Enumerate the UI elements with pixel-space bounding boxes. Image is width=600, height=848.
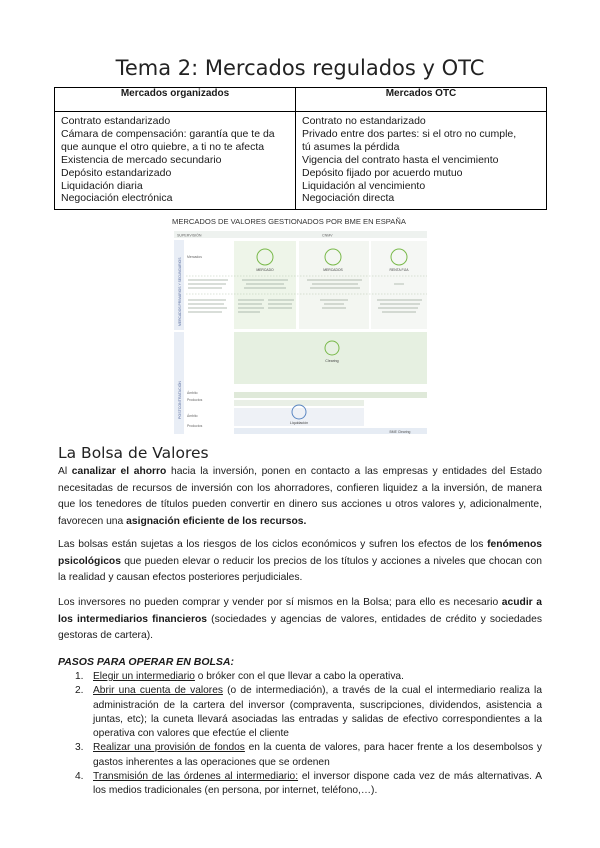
section-heading: La Bolsa de Valores — [58, 444, 209, 462]
feature-line: Liquidación diaria — [61, 179, 143, 192]
market-column-3 — [371, 241, 427, 329]
side-label-top: MERCADOS PRIMARIOS Y SECUNDARIOS — [178, 257, 182, 326]
steps-heading: PASOS PARA OPERAR EN BOLSA: — [58, 656, 234, 668]
bottom-right-label: BME Clearing — [389, 430, 411, 434]
feature-line: Vigencia del contrato hasta el vencimiento — [302, 153, 499, 166]
comparison-table — [54, 87, 547, 210]
text-run: (o de intermediación), a través de la cual el intermediario realiza la administración de la cartera del inversor (compraventa, suscripciones, dividendos, asistencia a juntas, etc); la cuneta llevará asociadas las entradas y salidas de efectivo correspondientes a la operativa con valores que efectúe el cliente — [93, 685, 542, 740]
feature-line: Negociación directa — [302, 192, 395, 205]
col-label-1: MERCADO — [256, 268, 274, 272]
paragraph-ahorro — [58, 464, 542, 530]
feature-line: Contrato estandarizado — [61, 115, 171, 127]
row-label-products: Productos — [187, 398, 203, 402]
feature-line: que aunque el otro quiebre, a ti no te afecta — [61, 140, 265, 153]
organized-features — [55, 112, 296, 210]
list-number: 2. — [75, 685, 84, 697]
text-run: que pueden elevar o reducir los precios de los títulos y acciones a niveles que chocan con la realidad y causan efectos posteriores perjudiciales. — [58, 555, 542, 583]
feature-line: Privado entre dos partes: si el otro no cumple, — [302, 127, 517, 140]
header-left-label: SUPERVISIÓN — [177, 233, 202, 238]
feature-line: Existencia de mercado secundario — [61, 153, 222, 166]
scope-bar — [234, 392, 427, 398]
feature-line: tú asumes la pérdida — [302, 140, 400, 153]
feature-line: Depósito estandarizado — [61, 166, 172, 179]
steps-list — [71, 670, 542, 799]
bold-run: canalizar el ahorro — [71, 466, 167, 477]
bme-markets-diagram — [172, 214, 429, 436]
text-run: Los inversores no pueden comprar y vender por sí mismos en la Bolsa; para ello es necesario — [58, 597, 502, 608]
list-item — [71, 741, 542, 770]
list-item — [71, 670, 542, 684]
table-header-row — [55, 88, 547, 112]
feature-line: Cámara de compensación: garantía que te da — [61, 127, 275, 140]
feature-line: Negociación electrónica — [61, 192, 173, 205]
otc-features — [296, 112, 547, 210]
clearing-label: Clearing — [325, 359, 339, 363]
row-label-products-2: Productos — [187, 424, 203, 428]
market-column-2 — [299, 241, 369, 329]
table-row — [55, 112, 547, 210]
row-label-markets: Mercados — [187, 255, 202, 259]
underlined-run: Abrir una cuenta de valores — [93, 685, 223, 697]
col-label-2: MERCADOS — [323, 268, 343, 272]
list-item — [71, 770, 542, 799]
market-column-1 — [234, 241, 296, 329]
page-title: Tema 2: Mercados regulados y OTC — [115, 56, 485, 80]
text-run: o bróker con el que llevar a cabo la operativa. — [194, 671, 404, 682]
text-run: (sociedades y agencias de valores, entidades de crédito y sociedades gestoras de cartera). — [58, 613, 542, 641]
list-item — [71, 684, 542, 741]
feature-line: Contrato no estandarizado — [302, 115, 426, 127]
col-label-3: RENTA FIJA — [389, 268, 409, 272]
list-number: 3. — [75, 742, 84, 754]
text-run: el inversor dispone cada vez de más alternativas. A los medios tradicionales (en persona, por internet, teléfono,…). — [93, 771, 542, 797]
bold-run: acudir a los intermediarios financieros — [58, 597, 542, 625]
list-number: 1. — [75, 671, 84, 682]
feature-line: Depósito fijado por acuerdo mutuo — [302, 166, 463, 179]
bold-run: asignación eficiente de los recursos. — [126, 515, 307, 527]
text-run: Al — [58, 466, 72, 477]
feature-line: Liquidación al vencimiento — [302, 179, 426, 192]
header-band — [174, 231, 427, 238]
underlined-run: Elegir un intermediario — [93, 671, 195, 682]
settlement-label: Liquidación — [289, 421, 309, 425]
header-right-label: CNMV — [322, 233, 333, 238]
text-run: hacia la inversión, ponen en contacto a las empresas y entidades del Estado necesitadas de recursos de inversión con los ahorradores, confieren liquidez a la inversión, de manera que los tenedores de títulos pueden convertir en dinero sus acciones u otros valores y, adicionalmente, favorecen una — [58, 466, 542, 527]
side-label-bottom: POSTCONTRATACIÓN — [178, 380, 182, 419]
diagram-title: MERCADOS DE VALORES GESTIONADOS POR BME EN ESPAÑA — [172, 217, 406, 226]
row-label-scope-2: Ámbito — [187, 414, 198, 418]
paragraph-intermediarios — [58, 595, 542, 645]
underlined-run: Transmisión de las órdenes al intermediario: — [93, 771, 299, 783]
row-label-scope: Ámbito — [187, 391, 198, 395]
list-number: 4. — [75, 771, 84, 783]
header-organized: Mercados organizados — [55, 88, 296, 112]
underlined-run: Realizar una provisión de fondos — [93, 742, 245, 754]
text-run: en la cuenta de valores, para hacer frente a los desembolsos y gastos inherentes a las operaciones que se ordenen — [93, 742, 542, 768]
clearing-band — [234, 332, 427, 384]
text-run: Las bolsas están sujetas a los riesgos de los ciclos económicos y sufren los efectos de los — [58, 539, 488, 550]
paragraph-riesgos — [58, 537, 542, 587]
header-otc: Mercados OTC — [296, 88, 547, 112]
bold-run: fenómenos psicológicos — [58, 539, 542, 567]
